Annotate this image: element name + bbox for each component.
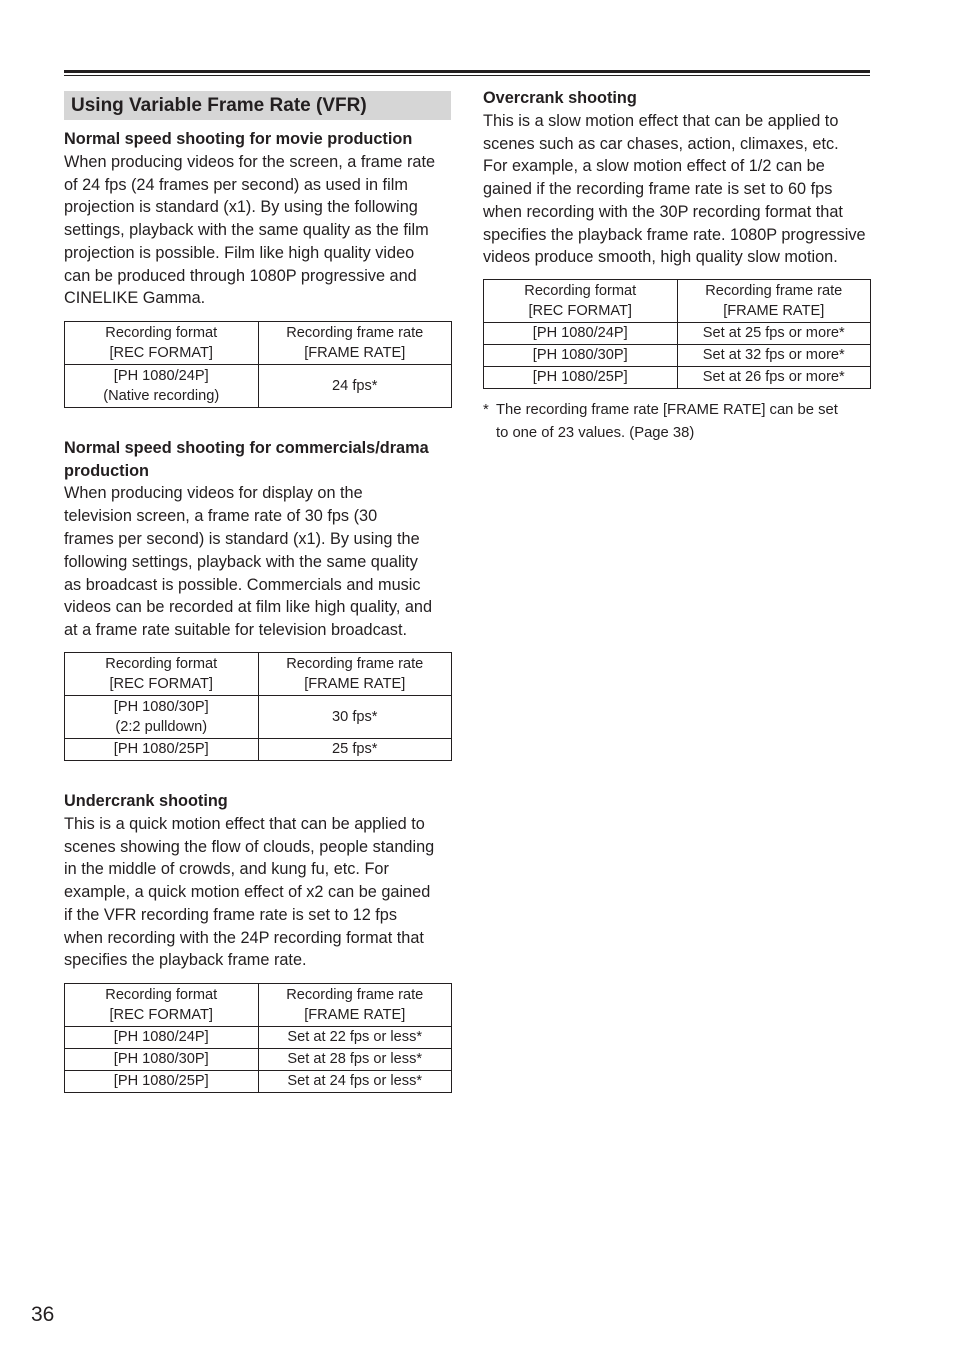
movie-line: projection is standard (x1). By using the following: [64, 198, 418, 217]
table-cell: [PH 1080/30P]: [65, 1049, 259, 1071]
header-line: Recording frame rate: [286, 655, 424, 672]
footnote-mark: *: [483, 402, 489, 418]
overcrank-heading: Overcrank shooting: [483, 89, 637, 107]
overcrank-line: scenes such as car chases, action, climaxes, etc.: [483, 134, 839, 153]
table-header-cell: [677, 280, 871, 323]
commercials-line: videos can be recorded at film like high quality, and: [64, 598, 433, 617]
footnote-line: to one of 23 values. (Page 38): [496, 424, 695, 441]
commercials-line: When producing videos for display on the: [64, 484, 363, 503]
table-row: [484, 367, 871, 389]
header-line: [REC FORMAT]: [109, 676, 213, 692]
overcrank-line: This is a slow motion effect that can be applied to: [483, 111, 839, 130]
header-line: Recording frame rate: [705, 282, 843, 299]
table-row: [65, 1027, 452, 1049]
movie-section: [64, 128, 452, 310]
overcrank-table: [483, 279, 871, 389]
undercrank-heading: Undercrank shooting: [64, 792, 228, 810]
overcrank-line: specifies the playback frame rate. 1080P progressive: [483, 225, 866, 244]
table-cell: [65, 696, 259, 739]
undercrank-line: in the middle of crowds, and kung fu, etc. For: [64, 860, 389, 879]
undercrank-line: specifies the playback frame rate.: [64, 951, 307, 970]
table-cell: Set at 25 fps or more*: [677, 323, 871, 345]
table-header-cell: [65, 322, 259, 365]
commercials-line: television screen, a frame rate of 30 fps (30: [64, 507, 378, 526]
table-row: [65, 696, 452, 739]
overcrank-line: gained if the recording frame rate is set to 60 fps: [483, 180, 833, 199]
commercials-line: at a frame rate suitable for television broadcast.: [64, 621, 407, 640]
cell-line: (Native recording): [103, 388, 220, 404]
undercrank-line: example, a quick motion effect of x2 can be gained: [64, 883, 431, 902]
table-cell: [PH 1080/30P]: [484, 345, 678, 367]
table-cell: Set at 24 fps or less*: [258, 1071, 452, 1093]
header-rule-thin: [64, 75, 870, 76]
undercrank-line: if the VFR recording frame rate is set to 12 fps: [64, 905, 398, 924]
table-cell: 30 fps*: [258, 696, 452, 739]
overcrank-line: videos produce smooth, high quality slow motion.: [483, 248, 838, 267]
movie-table: [64, 321, 452, 408]
table-cell: [PH 1080/25P]: [484, 367, 678, 389]
table-cell: Set at 28 fps or less*: [258, 1049, 452, 1071]
commercials-line: as broadcast is possible. Commercials and music: [64, 575, 421, 594]
header-line: Recording format: [105, 324, 218, 341]
table-header-cell: [65, 984, 259, 1027]
commercials-line: frames per second) is standard (x1). By using the: [64, 530, 420, 548]
header-line: Recording frame rate: [286, 986, 424, 1003]
table-cell: 25 fps*: [258, 739, 452, 761]
overcrank-section: [483, 87, 871, 269]
undercrank-line: This is a quick motion effect that can be applied to: [64, 814, 425, 833]
table-header-cell: [258, 984, 452, 1027]
table-header-cell: [65, 653, 259, 696]
header-line: [REC FORMAT]: [109, 1007, 213, 1023]
table-header-row: [484, 280, 871, 323]
table-row: [65, 1049, 452, 1071]
commercials-section: [64, 437, 452, 642]
movie-line: When producing videos for the screen, a frame rate: [64, 152, 436, 171]
commercials-heading-line: production: [64, 461, 150, 480]
movie-line: of 24 fps (24 frames per second) as used in film: [64, 175, 408, 194]
table-cell: [PH 1080/24P]: [484, 323, 678, 345]
movie-line: settings, playback with the same quality as the film: [64, 221, 429, 240]
cell-line: (2:2 pulldown): [115, 719, 208, 735]
header-line: [REC FORMAT]: [109, 345, 213, 361]
table-cell: [65, 365, 259, 408]
commercials-line: following settings, playback with the same quality: [64, 552, 418, 571]
footnote: [483, 399, 871, 445]
table-row: [484, 323, 871, 345]
commercials-table: [64, 652, 452, 761]
header-line: Recording format: [105, 986, 218, 1003]
page-number: 36: [31, 1303, 55, 1326]
undercrank-table: [64, 983, 452, 1093]
table-row: [65, 739, 452, 761]
movie-heading: Normal speed shooting for movie production: [64, 130, 413, 148]
overcrank-line: when recording with the 30P recording format that: [483, 202, 843, 221]
undercrank-line: scenes showing the flow of clouds, people standing: [64, 837, 435, 856]
table-cell: [PH 1080/24P]: [65, 1027, 259, 1049]
undercrank-line: when recording with the 24P recording format that: [64, 928, 424, 947]
footnote-line: The recording frame rate [FRAME RATE] can be set: [496, 402, 838, 418]
table-cell: Set at 26 fps or more*: [677, 367, 871, 389]
cell-line: [PH 1080/24P]: [113, 367, 209, 384]
table-cell: 24 fps*: [258, 365, 452, 408]
header-line: [FRAME RATE]: [304, 676, 406, 692]
table-row: [484, 345, 871, 367]
table-cell: [PH 1080/25P]: [65, 739, 259, 761]
header-line: Recording frame rate: [286, 324, 424, 341]
table-row: [65, 365, 452, 408]
table-header-row: [65, 322, 452, 365]
header-line: [FRAME RATE]: [304, 345, 406, 361]
header-line: [FRAME RATE]: [304, 1007, 406, 1023]
movie-line: can be produced through 1080P progressive and: [64, 266, 417, 285]
commercials-heading-line: Normal speed shooting for commercials/drama: [64, 439, 429, 457]
table-cell: [PH 1080/25P]: [65, 1071, 259, 1093]
table-cell: Set at 32 fps or more*: [677, 345, 871, 367]
header-line: [FRAME RATE]: [723, 303, 825, 319]
movie-line: CINELIKE Gamma.: [64, 289, 206, 308]
table-header-cell: [258, 653, 452, 696]
header-rule-thick: [64, 70, 870, 73]
section-title: Using Variable Frame Rate (VFR): [64, 91, 451, 120]
undercrank-section: [64, 790, 452, 972]
table-header-cell: [484, 280, 678, 323]
table-header-row: [65, 653, 452, 696]
header-line: Recording format: [524, 282, 637, 299]
movie-line: projection is possible. Film like high quality video: [64, 243, 415, 262]
header-line: [REC FORMAT]: [528, 303, 632, 319]
table-row: [65, 1071, 452, 1093]
table-header-cell: [258, 322, 452, 365]
table-cell: Set at 22 fps or less*: [258, 1027, 452, 1049]
cell-line: [PH 1080/30P]: [113, 698, 209, 715]
overcrank-line: For example, a slow motion effect of 1/2 can be: [483, 157, 825, 176]
header-line: Recording format: [105, 655, 218, 672]
table-header-row: [65, 984, 452, 1027]
